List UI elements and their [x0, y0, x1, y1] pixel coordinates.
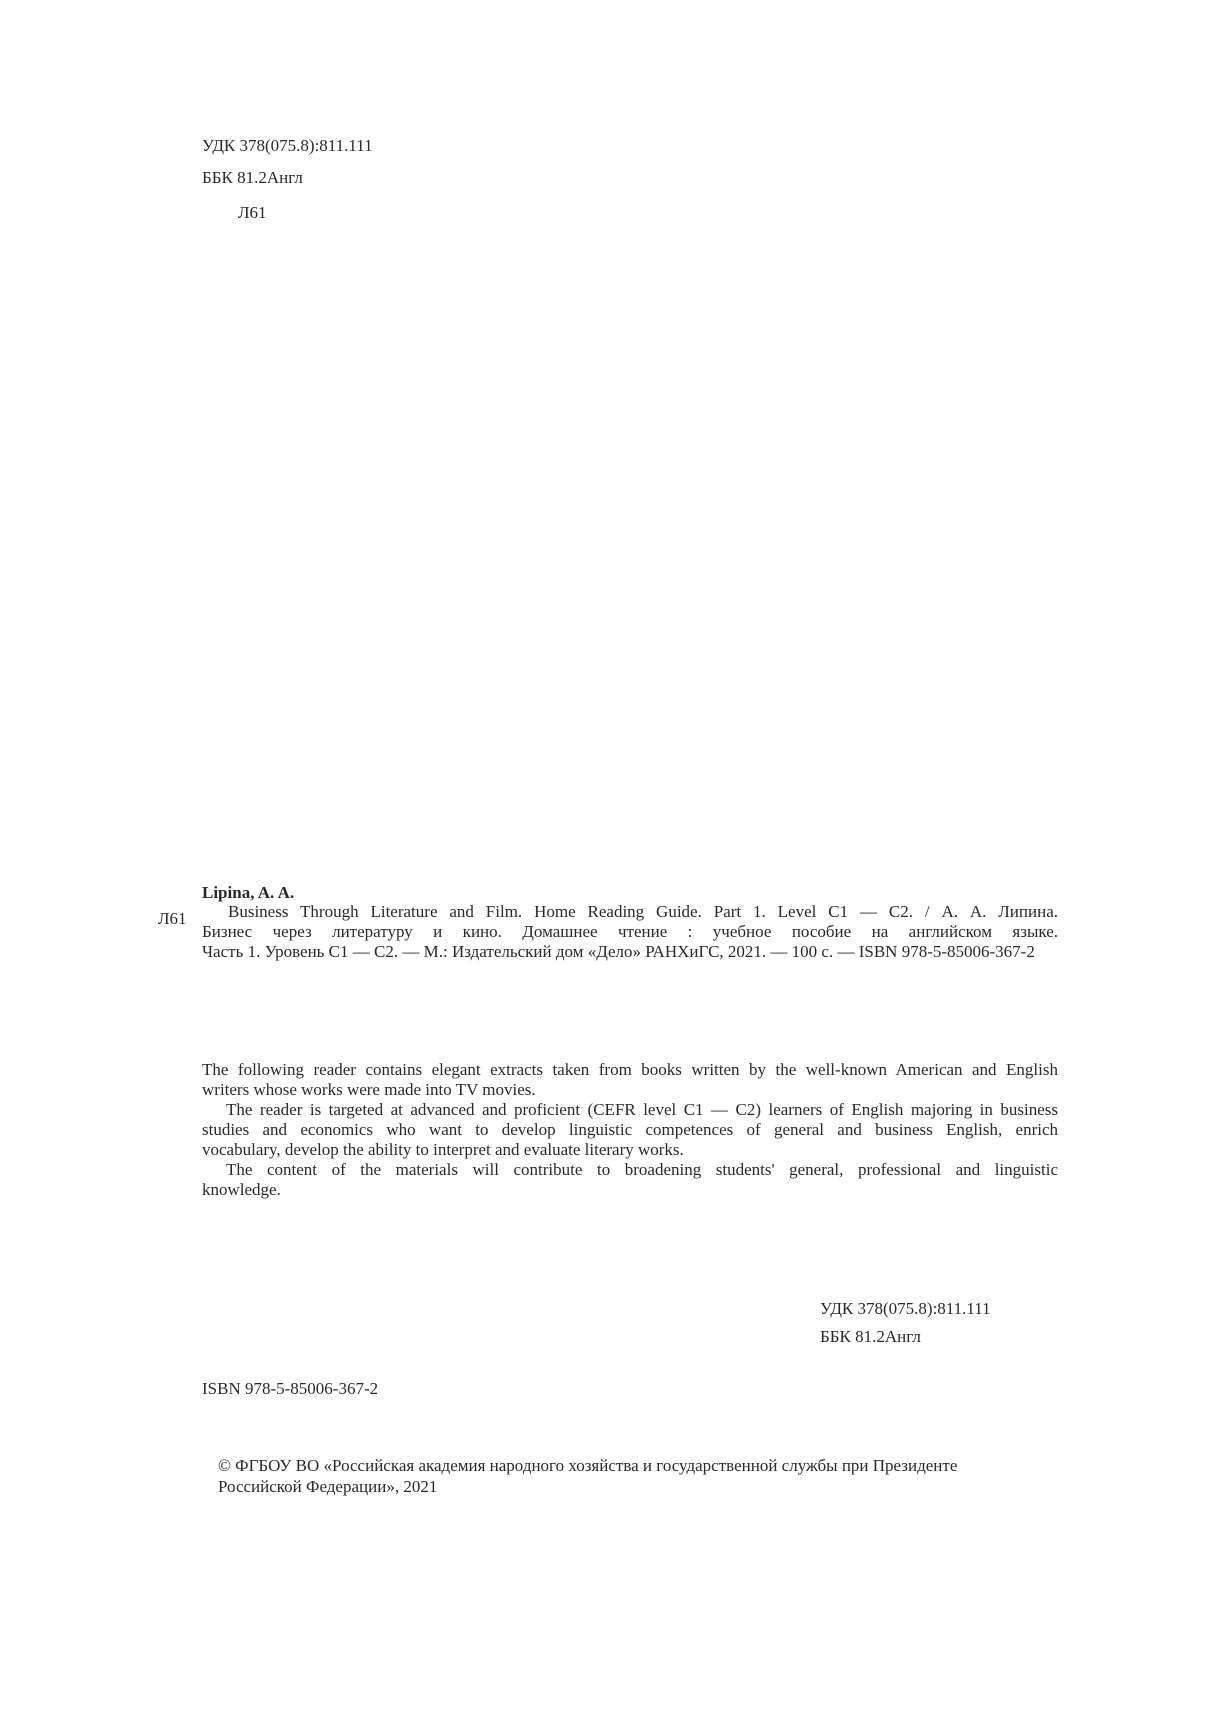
annotation-p3-line-2: knowledge. [202, 1180, 281, 1199]
copyright-line-1: © ФГБОУ ВО «Российская академия народного хозяйства и государственной службы при Президенте [218, 1456, 958, 1475]
annotation-p2-line-1: The reader is targeted at advanced and proficient (CEFR level C1 — C2) learners of English majoring in business [226, 1100, 1058, 1119]
udk-code-top: УДК 378(075.8):811.111 [202, 136, 373, 155]
author-mark-side: Л61 [158, 909, 187, 928]
annotation-p3-line-1: The content of the materials will contribute to broadening students' general, professional and linguistic [226, 1160, 1058, 1179]
bib-line-1: Business Through Literature and Film. Home Reading Guide. Part 1. Level C1 — C2. / А. А. Липина. [228, 902, 1058, 921]
isbn: ISBN 978-5-85006-367-2 [202, 1379, 379, 1398]
author-mark-top: Л61 [238, 203, 267, 222]
annotation-p2-line-2: studies and economics who want to develop linguistic competences of general and business English, enrich [202, 1120, 1058, 1139]
annotation-p1-line-1: The following reader contains elegant extracts taken from books written by the well-known American and English [202, 1060, 1058, 1079]
copyright [218, 1455, 957, 1497]
bib-line-2: Бизнес через литературу и кино. Домашнее чтение : учебное пособие на английском языке. [202, 922, 1058, 941]
copyright-line-2: Российской Федерации», 2021 [218, 1477, 438, 1496]
annotation-p2-line-3: vocabulary, develop the ability to interpret and evaluate literary works. [202, 1140, 684, 1159]
author-name: Lipina, A. A. [202, 883, 295, 902]
udk-code-bottom: УДК 378(075.8):811.111 [820, 1299, 991, 1318]
bibliographic-description [202, 902, 1058, 962]
annotation [202, 1060, 1058, 1200]
annotation-p1-line-2: writers whose works were made into TV movies. [202, 1080, 536, 1099]
bbk-code-top: ББК 81.2Англ [202, 168, 303, 187]
bbk-code-bottom: ББК 81.2Англ [820, 1327, 921, 1346]
bib-line-3: Часть 1. Уровень C1 — C2. — М.: Издательский дом «Дело» РАНХиГС, 2021. — 100 с. — ISBN 978-5-85006-367-2 [202, 942, 1035, 961]
